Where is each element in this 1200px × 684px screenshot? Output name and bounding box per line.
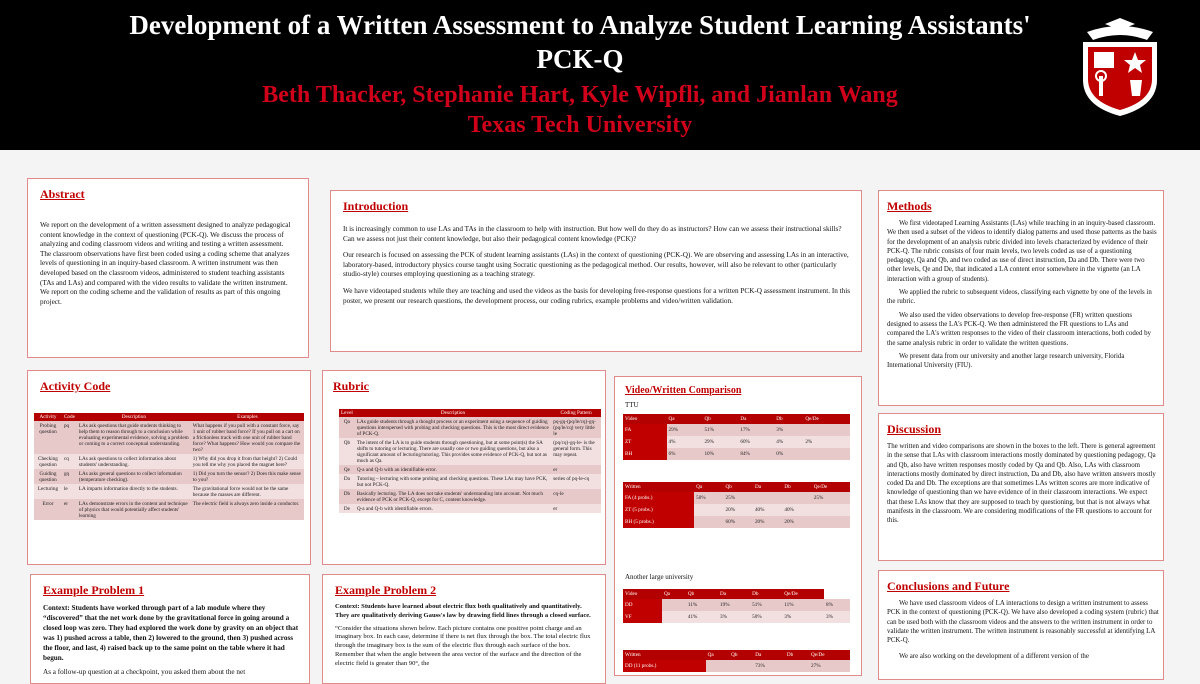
poster-header — [0, 0, 1200, 150]
table-cell: series of pq-le-cq — [551, 474, 601, 489]
table-cell: Qa — [339, 417, 355, 438]
table-cell: Basically lecturing. The LA does not take students' understanding into account. Not much evidence of PCK or PCK-Q, except for C, content knowledge. — [355, 489, 551, 504]
table-cell: 10% — [702, 448, 738, 460]
table-row — [34, 484, 304, 499]
table-cell — [753, 492, 782, 504]
table-cell — [803, 424, 850, 436]
methods-title: Methods — [887, 199, 932, 213]
table-header-cell: Qa — [706, 650, 730, 660]
table-header-cell: Db — [782, 482, 811, 492]
table-row — [623, 660, 850, 672]
table-cell: The gravitational force would not be the same because the masses are different. — [191, 484, 304, 499]
table-cell: Error — [34, 499, 62, 520]
table-cell — [706, 660, 730, 672]
table-header-cell: Written — [623, 482, 694, 492]
abstract-panel — [27, 178, 309, 358]
table-cell: 3% — [824, 611, 850, 623]
table-cell: 51% — [750, 599, 782, 611]
table-cell — [729, 660, 753, 672]
table-row — [623, 448, 850, 460]
introduction-text — [343, 225, 853, 313]
rubric-title: Rubric — [333, 379, 369, 393]
table-cell: 20% — [753, 516, 782, 528]
comparison-panel — [614, 376, 862, 676]
table-cell: 1) Did you turn the sensor? 2) Does this make sense to you? — [191, 469, 304, 484]
table-cell: 11% — [686, 599, 718, 611]
table-cell: 4% — [667, 436, 703, 448]
example-problem-1-body: As a follow-up question at a checkpoint, you asked them about the net — [43, 668, 246, 676]
table-row — [623, 424, 850, 436]
table-cell: 3% — [774, 424, 803, 436]
university-line: Texas Tech University — [467, 112, 693, 138]
table-cell: 3% — [718, 611, 750, 623]
table-cell — [662, 599, 686, 611]
table-cell: ZT (5 probs.) — [623, 504, 694, 516]
table-row — [34, 421, 304, 454]
abstract-title: Abstract — [40, 187, 85, 201]
table-cell: 4% — [774, 436, 803, 448]
table-cell: LAs guide students through a thought process or an experiment using a sequence of guiding questions interspersed with probing and checking questions. This is the most direct evidence of PCK-Q. — [355, 417, 551, 438]
table-header-cell: Da — [753, 650, 785, 660]
table-cell: 50% — [694, 492, 723, 504]
poster-authors — [120, 80, 1040, 140]
example-problem-1-text — [43, 603, 303, 681]
table-cell: ZT — [623, 436, 667, 448]
conclusions-paragraph: We are also working on the development of a different version of the — [899, 653, 1089, 661]
table-cell: cq-le — [551, 489, 601, 504]
authors-line: Beth Thacker, Stephanie Hart, Kyle Wipfli, and Jianlan Wang — [262, 82, 898, 108]
table-header-cell: Qb — [729, 650, 753, 660]
table-cell: Qe — [339, 465, 355, 474]
table-cell — [803, 448, 850, 460]
methods-panel — [878, 190, 1164, 406]
table-cell: (pq/cq)-gq-le- is the general form. This may repeat. — [551, 438, 601, 465]
table-cell: 17% — [738, 424, 774, 436]
table-cell: 51% — [702, 424, 738, 436]
poster-title: Development of a Written Assessment to Analyze Student Learning Assistants' PCK-Q — [129, 10, 1031, 74]
table-cell: LAs asks general questions to collect information (temperature checking). — [77, 469, 191, 484]
table-row — [339, 504, 601, 513]
table-row — [623, 436, 850, 448]
table-cell: BH — [623, 448, 667, 460]
conclusions-paragraph: We have used classroom videos of LA interactions to design a written instrument to assess PCK in the context of questioning (PCK-Q). We have also developed a coding system (rubric) that can be used both with the classroom videos and the answers to the written instrument in order to validate the written instrument. The written instrument is reasonably successful at identifying LA PCK-Q. — [887, 600, 1159, 645]
table-row — [339, 465, 601, 474]
example-problem-1-context: Context: Students have worked through part of a lab module where they “discovered” that the net work done by the gravitational force in going around a closed loop was zero. They had explored the work done by gravity on an object that was 1) pushed across a table, then 2) lowered to the ground, then 3) pushed across the floor, and last, 4) raised back up to the same point on the table where it had begun. — [43, 604, 299, 662]
methods-paragraph: We also used the video observations to develop free-response (FR) written questions designed to assess the LA's PCK-Q. We then administered the FR questions to LAs and compared the LA's written responses to the video of their classroom interactions, both coded by the same analysis rubric in order to validate the written questions. — [887, 311, 1151, 347]
table-cell: 29% — [702, 436, 738, 448]
table-header-cell: Qa — [667, 414, 703, 424]
conclusions-panel — [878, 570, 1164, 680]
table-cell: BH (5 probs.) — [623, 516, 694, 528]
table-header-cell: Description — [77, 413, 191, 421]
methods-paragraph: We first videotaped Learning Assistants (LAs) while teaching in an inquiry-based classroom. We then used a subset of the videos to identify dialog patterns and used those patterns as the basis for the development of an analysis rubric divided into levels characterized by evidence of their PCK-Q. The rubric consists of four main levels, two levels coded as use of a questioning pedagogy, Qa and Qb, and two coded as use of direct instruction, Da and Db. There were two other levels, Qe and De, that indicated a LA content error somewhere in the vignette (an LA interaction with a group of students). — [887, 220, 1157, 283]
table-row — [34, 469, 304, 484]
table-cell: 11% — [782, 599, 824, 611]
table-cell: 29% — [667, 424, 703, 436]
table-cell: 25% — [724, 492, 753, 504]
introduction-paragraph: We have videotaped students while they are teaching and used the videos as the basis for developing free-response questions for a written PCK-Q assessment instrument. In this poster, we present our research questions, the development process, our coding rubrics, example problems and video/written validation. — [343, 286, 851, 305]
table-cell: Probing question — [34, 421, 62, 454]
table-header-cell: Qa — [694, 482, 723, 492]
table-header-cell: Da — [753, 482, 782, 492]
table-cell: 40% — [753, 504, 782, 516]
table-cell: 0% — [774, 448, 803, 460]
table-cell: The intent of the LA is to guide students through questioning, but at some point(s) the SA shifts to tutoring or lecturing. There are usually one or two guiding questions, but also a significant amount of lecturing/tutoring. This provides some evidence of PCK-Q, but not as much as Qa. — [355, 438, 551, 465]
table-cell: le — [62, 484, 77, 499]
table-cell: 84% — [738, 448, 774, 460]
table-header-cell: Video — [623, 414, 667, 424]
table-cell: LA imparts information directly to the students. — [77, 484, 191, 499]
introduction-paragraph: Our research is focused on assessing the PCK of student learning assistants (LAs) in the context of questioning (PCK-Q). We are observing and assessing LAs in an interactive, laboratory-based, introductory physics course taught using Socratic questioning as the pedagogical method. Our results, however, will also be relevant to other (particularly studio-style) courses employing questioning as a teaching strategy. — [343, 251, 849, 279]
methods-text — [887, 219, 1157, 377]
table-cell: Db — [339, 489, 355, 504]
table-header-cell: Level — [341, 410, 353, 416]
table-cell: 25% — [812, 492, 850, 504]
table-cell: FA (4 probs.) — [623, 492, 694, 504]
table-row — [34, 454, 304, 469]
table-cell — [662, 611, 686, 623]
table-header-cell: Qb — [702, 414, 738, 424]
table-cell — [812, 504, 850, 516]
other-written-table — [623, 650, 850, 672]
table-cell: LAs demonstrate errors in the content and technique of physics that would potentially affect students' learning — [77, 499, 191, 520]
introduction-paragraph: It is increasingly common to use LAs and TAs in the classroom to help with instruction. But how well do they do as instructors? How can we assess their instructional skills? Can we assess not just their content knowledge, but also their pedagogical content knowledge (PCK)? — [343, 225, 842, 243]
comparison-title: Video/Written Comparison — [625, 385, 742, 396]
ttu-video-table — [623, 414, 850, 460]
table-row — [623, 492, 850, 504]
table-row — [623, 599, 850, 611]
table-cell: 27% — [809, 660, 850, 672]
example-problem-1-panel — [30, 574, 310, 684]
example-problem-1-title: Example Problem 1 — [43, 583, 145, 597]
conclusions-title: Conclusions and Future — [887, 579, 1010, 593]
table-cell: gq — [62, 469, 77, 484]
activity-code-table — [34, 413, 304, 520]
table-header-cell: Written — [623, 650, 706, 660]
table-header-cell: Qe/De — [809, 650, 850, 660]
table-cell: DD — [623, 599, 662, 611]
table-cell: 40% — [782, 504, 811, 516]
table-cell: pq — [62, 421, 77, 454]
table-header-cell: Coding Pattern — [551, 409, 601, 417]
example-problem-2-panel — [322, 574, 606, 684]
table-cell: 60% — [724, 516, 753, 528]
table-row — [339, 438, 601, 465]
table-cell: 6% — [667, 448, 703, 460]
table-cell: Da — [339, 474, 355, 489]
table-header-cell: Examples — [191, 413, 304, 421]
table-cell: 20% — [782, 516, 811, 528]
ttu-written-table — [623, 482, 850, 528]
table-cell: er — [551, 465, 601, 474]
table-row — [339, 474, 601, 489]
table-cell: Q-a and Q-b with an identifiable error. — [355, 465, 551, 474]
table-row — [623, 611, 850, 623]
table-header-cell: Activity — [34, 413, 62, 421]
table-cell — [785, 660, 809, 672]
other-video-table — [623, 589, 850, 623]
table-header-cell: Db — [785, 650, 809, 660]
university-seal-icon — [1075, 18, 1165, 118]
table-cell: What happens if you pull with a constant force, say 1 unit of rubber band force? If you pull on a cart on a frictionless track with one unit of rubber band force? What happens? How would you compare the two? — [191, 421, 304, 454]
table-header-cell: Description — [355, 409, 551, 417]
table-header-cell: Db — [774, 414, 803, 424]
discussion-text: The written and video comparisons are shown in the boxes to the left. There is general agreement in the sense that LAs with classroom interactions mostly dominated by questioning pedagogy, Qa and Qb, also have written responses mostly coded by Qa and Qb. Also, LAs with classroom interactions mostly dominated by direct instruction, Da and Db, also have written answers mostly coded Da and Db. The exceptions are that sometimes LAs written scores are more indicative of knowledge of questioning than we have evidence of in their classroom interactions. We expect that these LAs know that they are supposed to teach by questioning, but that is not always what manifests in the classroom. We are considering modifications of the FR questions to account for this. — [887, 443, 1156, 525]
table-cell: pq-gq-(pq/le/cq)-gq-(pq/le/cq) very little le — [551, 417, 601, 438]
table-cell: 2% — [803, 436, 850, 448]
table-cell: The electric field is always zero inside a conductor. — [191, 499, 304, 520]
example-problem-2-context: Context: Students have learned about electric flux both qualitatively and quantitatively. They are qualitatively deriving Gauss's law by drawing field lines through a closed surface. — [335, 603, 591, 619]
table-header-cell: Da — [738, 414, 774, 424]
table-row — [339, 417, 601, 438]
table-cell — [694, 504, 723, 516]
table-cell: De — [339, 504, 355, 513]
other-university-label: Another large university — [625, 573, 694, 581]
table-cell: 1) Why did you drop it from that height? 2) Could you tell me why you placed the magnet here? — [191, 454, 304, 469]
discussion-title: Discussion — [887, 422, 942, 436]
table-cell: 60% — [738, 436, 774, 448]
table-cell: Guiding question — [34, 469, 62, 484]
rubric-panel — [322, 370, 606, 565]
table-cell: cq — [62, 454, 77, 469]
conclusions-text — [887, 599, 1159, 669]
table-row — [623, 504, 850, 516]
table-cell — [694, 516, 723, 528]
table-header-cell: Da — [718, 589, 750, 599]
activity-code-title: Activity Code — [40, 379, 111, 393]
table-header-cell: Qb — [724, 482, 753, 492]
table-cell: VF — [623, 611, 662, 623]
example-problem-2-text — [335, 603, 597, 673]
table-cell — [812, 516, 850, 528]
table-cell: Q-a and Q-b with identifiable errors. — [355, 504, 551, 513]
activity-code-panel — [27, 370, 311, 565]
table-header-cell: Qa — [662, 589, 686, 599]
table-header-cell: Qe/De — [803, 414, 850, 424]
table-cell: er — [62, 499, 77, 520]
table-cell: Tutoring – lecturing with some probing and checking questions. These LAs may have PCK, but not PCK-Q. — [355, 474, 551, 489]
abstract-text: We report on the development of a written assessment designed to analyze pedagogical content knowledge in the context of questioning (PCK-Q). We discuss the process of analyzing and coding classroom videos and writing and testing a written assessment. The classroom observations have first been coded using a coding scheme that analyzes levels of questioning in an inquiry-based classroom. A written instrument was then developed based on the classroom videos, administered to student teaching assistants (TAs and LAs) and compared with the video results to validate the written instrument. We report on the coding scheme and the validation of results as part of this ongoing project. — [40, 221, 291, 306]
table-cell — [782, 492, 811, 504]
table-cell: 41% — [686, 611, 718, 623]
table-header-cell: Qe/De — [782, 589, 824, 599]
table-cell: 20% — [724, 504, 753, 516]
table-header-cell: Video — [623, 589, 662, 599]
example-problem-2-body: “Consider the situations shown below. Each picture contains one positive point charge and an imaginary box. In each case, determine if there is net flux through the box. The total electric flux through the imaginary box is the sum of the electric flux through each surface of the box. Remember that when the angle between the area vector of the surface and the direction of the electric field is greater than 90°, the — [335, 624, 591, 667]
table-cell: FA — [623, 424, 667, 436]
table-cell: 19% — [718, 599, 750, 611]
table-cell: 3% — [782, 611, 824, 623]
table-header-cell: Qb — [686, 589, 718, 599]
table-cell: Checking question — [34, 454, 62, 469]
introduction-title: Introduction — [343, 199, 409, 213]
table-cell: LAs ask questions that guide students thinking to help them to reason through to a conclusion while evaluating experimental evidence, solving a problem or coming to a correct conceptual understanding. — [77, 421, 191, 454]
table-cell: LAs ask questions to collect information about students' understanding. — [77, 454, 191, 469]
table-row — [339, 489, 601, 504]
table-row — [623, 516, 850, 528]
table-row — [34, 499, 304, 520]
discussion-panel — [878, 413, 1164, 561]
table-header-cell: Db — [750, 589, 782, 599]
table-cell: 8% — [824, 599, 850, 611]
table-cell: Lecturing — [34, 484, 62, 499]
ttu-label: TTU — [625, 401, 639, 409]
methods-paragraph: We present data from our university and another large research university, Florida International University (FIU). — [887, 352, 1125, 370]
table-header-cell: Qe/De — [812, 482, 850, 492]
table-cell: Qb — [339, 438, 355, 465]
table-cell: er — [551, 504, 601, 513]
introduction-panel — [330, 190, 862, 352]
table-cell: 73% — [753, 660, 785, 672]
example-problem-2-title: Example Problem 2 — [335, 583, 437, 597]
methods-paragraph: We applied the rubric to subsequent videos, classifying each vignette by one of the levels in the rubric. — [887, 289, 1152, 306]
rubric-table — [339, 409, 601, 513]
table-cell: 50% — [750, 611, 782, 623]
table-header-cell: Code — [63, 414, 75, 420]
table-cell: DD (11 probs.) — [623, 660, 706, 672]
